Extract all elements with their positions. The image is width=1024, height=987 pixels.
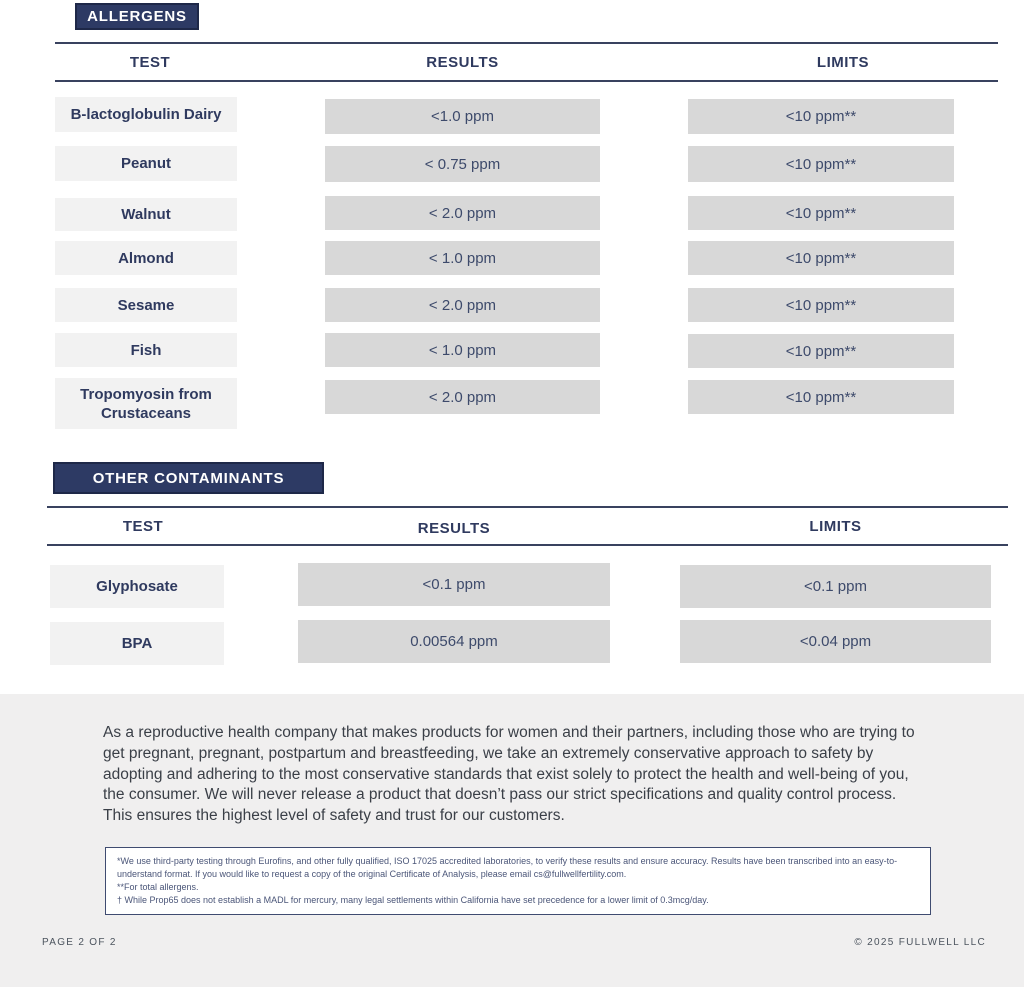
allergens-header-test: TEST (129, 54, 171, 71)
allergens-row-test: Walnut (55, 198, 237, 231)
allergens-row-result: < 0.75 ppm (325, 146, 600, 182)
allergens-header-results: RESULTS (426, 54, 499, 71)
other-contaminants-title-label: OTHER CONTAMINANTS (92, 469, 285, 487)
allergens-row-limit: <10 ppm** (688, 288, 954, 322)
allergens-row-test: Sesame (55, 288, 237, 322)
disclaimer-line-total-allergens: **For total allergens. (117, 882, 199, 892)
allergens-header-limits: LIMITS (816, 54, 870, 71)
contaminants-row-result: 0.00564 ppm (298, 620, 610, 663)
allergens-row-limit: <10 ppm** (688, 241, 954, 275)
disclaimer-line-testing: *We use third-party testing through Eurofins, and other fully qualified, ISO 17025 accredited laboratories, to verify these results and ensure accuracy. Results have been transcribed into an easy-to-understand format. If you would like to request a copy of the original Certificate of Analysis, please email cs@fullwellfertility.com. (117, 856, 898, 879)
allergens-row-limit: <10 ppm** (688, 146, 954, 182)
allergens-table-header-rule (55, 80, 998, 82)
contaminants-row-test: Glyphosate (50, 565, 224, 608)
contaminants-table-top-rule (47, 506, 1008, 508)
allergens-title-label: ALLERGENS (87, 8, 187, 25)
contaminants-header-results: RESULTS (417, 520, 491, 537)
allergens-row-result: <1.0 ppm (325, 99, 600, 134)
allergens-row-test: Tropomyosin from Crustaceans (55, 378, 237, 429)
allergens-row-result: < 1.0 ppm (325, 333, 600, 367)
allergens-row-result: < 2.0 ppm (325, 288, 600, 322)
footer-section (0, 694, 1024, 987)
disclaimer-line-prop65: † While Prop65 does not establish a MADL for mercury, many legal settlements within California have set precedence for a lower limit of 0.3mcg/day. (117, 895, 709, 905)
page-number-label: PAGE 2 OF 2 (42, 937, 117, 948)
allergens-row-result: < 2.0 ppm (325, 380, 600, 414)
allergens-row-test: Almond (55, 241, 237, 275)
allergens-row-test: Fish (55, 333, 237, 367)
contaminants-row-test: BPA (50, 622, 224, 665)
disclaimer-box (105, 847, 931, 915)
allergens-row-test: Peanut (55, 146, 237, 181)
allergens-row-result: < 1.0 ppm (325, 241, 600, 275)
allergens-row-limit: <10 ppm** (688, 380, 954, 414)
allergens-row-limit: <10 ppm** (688, 196, 954, 230)
allergens-section-title (75, 3, 199, 30)
contaminants-row-limit: <0.04 ppm (680, 620, 991, 663)
contaminants-row-result: <0.1 ppm (298, 563, 610, 606)
contaminants-header-test: TEST (122, 518, 164, 535)
copyright-label: © 2025 FULLWELL LLC (854, 937, 986, 948)
contaminants-row-limit: <0.1 ppm (680, 565, 991, 608)
allergens-table-top-rule (55, 42, 998, 44)
allergens-row-result: < 2.0 ppm (325, 196, 600, 230)
contaminants-table-header-rule (47, 544, 1008, 546)
allergens-row-limit: <10 ppm** (688, 334, 954, 368)
allergens-row-limit: <10 ppm** (688, 99, 954, 134)
other-contaminants-section-title (53, 462, 324, 494)
safety-statement-paragraph: As a reproductive health company that makes products for women and their partners, including those who are trying to get pregnant, pregnant, postpartum and breastfeeding, we take an extremely conservative approach to safety by adopting and adhering to the most conservative standards that exist solely to protect the health and well-being of you, the consumer. We will never release a product that doesn’t pass our strict specifications and quality control process. This ensures the highest level of safety and trust for our customers. (103, 724, 915, 825)
allergens-row-test: B-lactoglobulin Dairy (55, 97, 237, 132)
contaminants-header-limits: LIMITS (809, 518, 862, 535)
